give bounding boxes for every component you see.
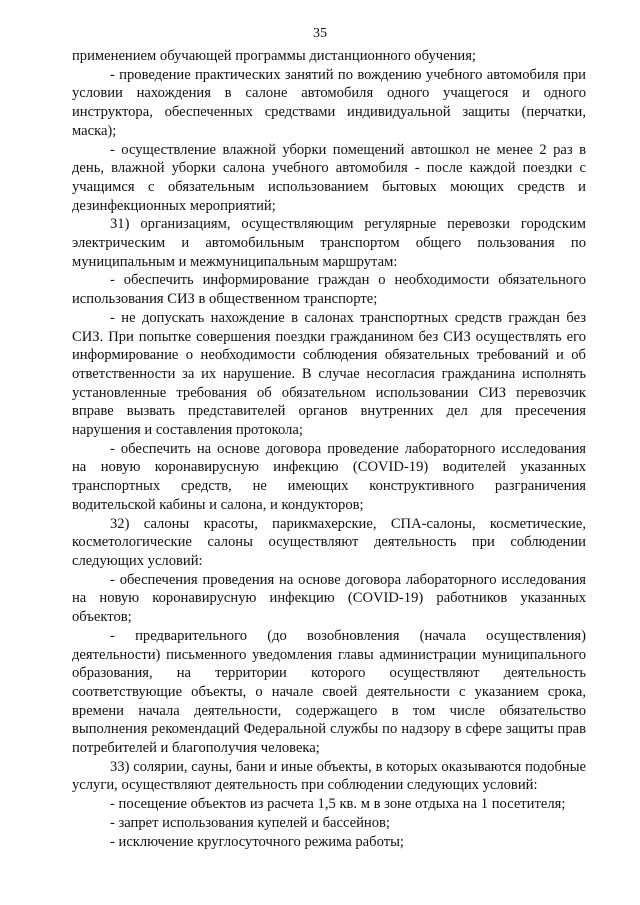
paragraph-no-ppe-passengers: - не допускать нахождение в салонах транспортных средств граждан без СИЗ. При попытке совершения поездки гражданином без СИЗ осуществлять его информирование о необходимости соблюдения обязательных требований и об ответственности за их нарушение. В случае несогласия гражданина исполнять установленные требования об обязательном использовании СИЗ перевозчик вправе вызвать представителей органов внутренних дел для пресечения нарушения и составления протокола;	[72, 309, 586, 439]
paragraph-visitor-area: - посещение объектов из расчета 1,5 кв. м в зоне отдыха на 1 посетителя;	[110, 796, 566, 813]
paragraph-driving-practice: - проведение практических занятий по вождению учебного автомобиля при условии нахождения в салоне автомобиля одного учащегося и одного инструктора, обеспеченных средствами индивидуальной защиты (перчатки, маска);	[72, 66, 586, 139]
paragraph-prior-notification: - предварительного (до возобновления (начала осуществления) деятельности) письменного уведомления главы администрации муниципального образования, на территории которого осуществляют деятельность соответствующие объекты, о начале своей деятельности с указанием срока, времени начала деятельности, содержащего в том числе обязательство выполнения рекомендаций Федеральной службы по надзору в сфере защиты прав потребителей и благополучия человека;	[72, 627, 586, 757]
paragraph-item-32: 32) салоны красоты, парикмахерские, СПА-салоны, косметические, косметологические салоны осуществляют деятельность при соблюдении следующих условий:	[72, 515, 586, 569]
paragraph-staff-testing: - обеспечения проведения на основе договора лабораторного исследования на новую коронавирусную инфекцию (COVID-19) работников указанных объектов;	[72, 571, 586, 626]
paragraph-item-33: 33) солярии, сауны, бани и иные объекты, в которых оказываются подобные услуги, осуществляют деятельность при соблюдении следующих условий:	[72, 758, 586, 794]
page-number: 35	[313, 26, 327, 41]
document-body	[72, 47, 586, 851]
paragraph-inform-citizens: - обеспечить информирование граждан о необходимости обязательного использования СИЗ в общественном транспорте;	[72, 272, 586, 308]
paragraph-driver-testing: - обеспечить на основе договора проведение лабораторного исследования на новую коронавирусную инфекцию (COVID-19) водителей указанных транспортных средств, не имеющих конструктивного разграничения водительской кабины и салона, и кондукторов;	[72, 440, 586, 513]
paragraph-wet-cleaning: - осуществление влажной уборки помещений автошкол не менее 2 раз в день, влажной уборки салона учебного автомобиля - после каждой поездки с учащимся с обязательным использованием бытовых моющих средств и дезинфекционных мероприятий;	[72, 141, 586, 214]
paragraph-item-31: 31) организациям, осуществляющим регулярные перевозки городским электрическим и автомобильным транспортом общего пользования по муниципальным и межмуниципальным маршрутам:	[72, 216, 586, 270]
paragraph-pool-ban: - запрет использования купелей и бассейнов;	[110, 814, 390, 831]
paragraph-continuation: применением обучающей программы дистанционного обучения;	[72, 48, 476, 64]
paragraph-no-24h: - исключение круглосуточного режима работы;	[110, 833, 404, 850]
